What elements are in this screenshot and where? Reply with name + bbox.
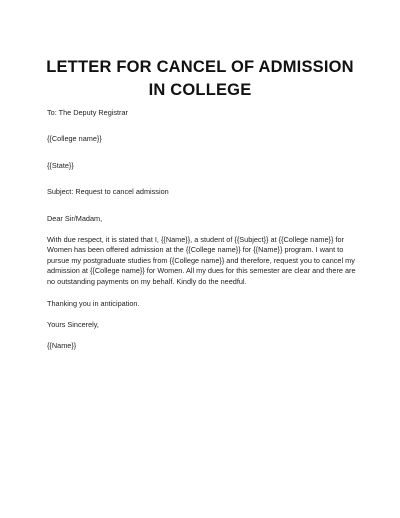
body-paragraph: With due respect, it is stated that I, {{Name}}, a student of {{Subject}} at {{College name}} for Women has been offered admission at the {{College name}} for {{Name}} program. I want to pursue my postgraduate studies from {{College name}} and therefore, request you to cancel my admission at {{College name}} for Women. All my dues for this semester are clear and there are no outstanding payments on my behalf. Kindly do the needful.: [47, 235, 356, 286]
letter-title: LETTER FOR CANCEL OF ADMISSION IN COLLEGE: [46, 58, 354, 99]
state-placeholder: {{State}}: [47, 160, 74, 170]
salutation: Dear Sir/Madam,: [47, 213, 103, 223]
closing-line: Yours Sincerely,: [47, 320, 99, 330]
letter-body: [47, 108, 362, 351]
signature-placeholder: {{Name}}: [47, 340, 77, 350]
thanks-line: Thanking you in anticipation.: [47, 299, 140, 309]
college-name-placeholder: {{College name}}: [47, 134, 102, 144]
recipient-line: To: The Deputy Registrar: [47, 108, 128, 117]
subject-line: Subject: Request to cancel admission: [47, 187, 169, 197]
